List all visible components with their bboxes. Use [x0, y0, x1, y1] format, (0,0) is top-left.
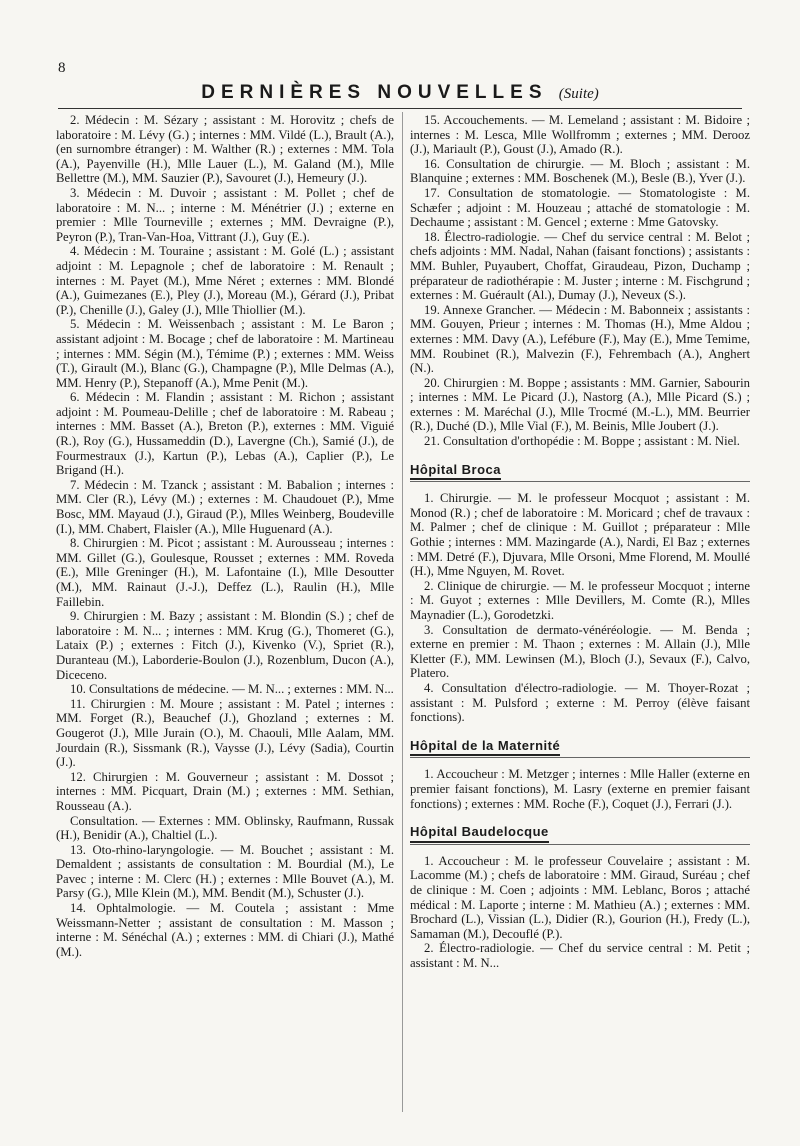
paragraph: 11. Chirurgien : M. Moure ; assistant : M. Patel ; internes : MM. Forget (R.), Beauchef (J.), Ghozland ; externes : M. Gougerot (J.), Mlle Jurain (O.), M. Chaouli, Mlle Aalam, MM. Jourdain (R.), Sissmank (R.), Vaysse (J.), Lévy (Sadia), Courtin (J.).	[56, 696, 394, 770]
column-divider	[402, 112, 403, 1112]
paragraph: 4. Consultation d'électro-radiologie. — M. Thoyer-Rozat ; assistant : M. Pulsford ; externe : M. Perroy (élève faisant fonctions).	[410, 680, 750, 725]
paragraph: 20. Chirurgien : M. Boppe ; assistants : MM. Garnier, Sabourin ; internes : MM. Le Picard (J.), Nastorg (A.), Mlle Picard (S.) ; externes : M. Maréchal (J.), Mlle Trocmé (M.-L.), MM. Beurrier (R.), Duché (D.), Mlle Vial (F.), M. Beinis, Mlle Joubert (J.).	[410, 375, 750, 434]
section-heading: Hôpital Baudelocque	[410, 825, 549, 843]
paragraph: 2. Médecin : M. Sézary ; assistant : M. Horovitz ; chefs de laboratoire : M. Lévy (G.) ; internes : MM. Vildé (L.), Brault (A.), (en surnombre étranger) : M. Walther (R.) ; externes : MM. Tola (A.), Payenville (H.), Mlle Lauer (L.), M. Galand (M.), Mlle Bellettre (M.), MM. Sauzier (P.), Savouret (J.), Hemeury (J.).	[56, 113, 394, 186]
paragraph: 2. Électro-radiologie. — Chef du service central : M. Petit ; assistant : M. N...	[410, 941, 750, 970]
section-heading: Hôpital de la Maternité	[410, 739, 560, 757]
paragraph: 1. Accoucheur : M. le professeur Couvelaire ; assistant : M. Lacomme (M.) ; chefs de laboratoire : MM. Giraud, Suréau ; chef de clinique : M. Coen ; adjoints : MM. Leblanc, Boros ; attaché médical : M. Laporte ; interne : M. Mathieu (A.) ; externes : MM. Brochard (L.), Vissian (L.), Didier (R.), Gourion (H.), Fredy (L.), Samaman (M.), Decouflé (P.).	[410, 853, 750, 941]
paragraph: 19. Annexe Grancher. — Médecin : M. Babonneix ; assistants : MM. Gouyen, Prieur ; internes : M. Thomas (H.), Mme Aldou ; externes : MM. Davy (A.), Lefébure (F.), May (E.), Mme Temime, MM. Roubinet (R.), Malvezin (F.), Fehrembach (A.), Anghert (N.).	[410, 302, 750, 376]
left-column	[56, 113, 394, 959]
paragraph: 14. Ophtalmologie. — M. Coutela ; assistant : Mme Weissmann-Netter ; assistant de consultation : M. Masson ; interne : M. Sénéchal (A.) ; externes : MM. di Chiari (J.), Mathé (M.).	[56, 901, 394, 959]
page-number: 8	[58, 60, 66, 76]
paragraph: 18. Électro-radiologie. — Chef du service central : M. Belot ; chefs adjoints : MM. Nadal, Nahan (faisant fonctions) ; assistants : MM. Buhler, Puyaubert, Choffat, Giraudeau, Pizon, Duchamp ; préparateur de radiothérapie : M. Juster ; interne : M. Fischgrund ; externes : M. Guérault (Al.), Dumay (J.), Neveux (S.).	[410, 229, 750, 303]
paragraph: 1. Accoucheur : M. Metzger ; internes : Mlle Haller (externe en premier faisant fonctions), M. Lasry (externe en premier faisant fonctions) ; externes : MM. Roche (F.), Coquet (J.), Ferrari (J.).	[410, 767, 750, 811]
paragraph: 21. Consultation d'orthopédie : M. Boppe ; assistant : M. Niel.	[424, 434, 740, 449]
running-title	[0, 82, 800, 104]
paragraph: 15. Accouchements. — M. Lemeland ; assistant : M. Bidoire ; internes : M. Lesca, Mlle Wollfromm ; externes ; MM. Derooz (J.), Mariault (P.), Goust (J.), Amado (R.).	[410, 113, 750, 157]
section-hopital-broca	[410, 449, 750, 725]
paragraph: 3. Médecin : M. Duvoir ; assistant : M. Pollet ; chef de laboratoire : M. N... ; interne : M. Ménétrier (J.) ; externe en premier : Mlle Tourneville ; externes ; MM. Devraigne (P.), Peyron (P.), Tran-Van-Hoa, Vittrant (J.), Guy (E.).	[56, 185, 394, 244]
paragraph: 10. Consultations de médecine. — M. N... ; externes : MM. N...	[70, 682, 394, 697]
right-column	[410, 113, 750, 970]
paragraph: 2. Clinique de chirurgie. — M. le professeur Mocquot ; interne : M. Guyot ; externes : Mlle Devillers, M. Comte (R.), Mlles Maynadier (L.), Gorodetzki.	[410, 578, 750, 622]
paragraph: 9. Chirurgien : M. Bazy ; assistant : M. Blondin (S.) ; chef de laboratoire : M. N... ; internes : MM. Krug (G.), Thomeret (G.), Lataix (P.) ; externes : Fitch (J.), Kivenko (V.), Spriet (R.), Duranteau (M.), Laborderie-Boulon (J.), Rozenblum, Ducon (A.), Diceceno.	[56, 609, 394, 682]
section-rule	[410, 757, 750, 758]
paragraph: 5. Médecin : M. Weissenbach ; assistant : M. Le Baron ; assistant adjoint : M. Bocage ; chef de laboratoire : M. Martineau ; internes : MM. Ségin (M.), Témime (P.) ; externes : MM. Weiss (T.), Girault (M.), Blanc (G.), Champagne (P.), Mlle Delmas (A.), MM. Henry (P.), Stepanoff (A.), Mme Penit (M.).	[56, 317, 394, 390]
paragraph: 1. Chirurgie. — M. le professeur Mocquot ; assistant : M. Monod (R.) ; chef de laboratoire : M. Moricard ; chef de travaux : M. Palmer ; chef de clinique : M. Guillot ; préparateur : Mlle Gothie ; internes : MM. Mazingarde (A.), Nardi, El Baz ; externes : MM. Detré (F.), Djuvara, Mlle Orsoni, Mme Florend, M. Moullé (H.), Mme Nguyen, M. Rovet.	[410, 491, 750, 579]
paragraph: 13. Oto-rhino-laryngologie. — M. Bouchet ; assistant : M. Demaldent ; assistants de consultation : M. Bourdial (M.), Le Pavec ; interne : M. Clerc (H.) ; externes : Mlle Bouvet (A.), M. Parsy (G.), Mlle Klein (M.), MM. Bendit (M.), Schuster (J.).	[56, 842, 394, 901]
paragraph: 3. Consultation de dermato-vénéréologie. — M. Benda ; externe en premier : M. Thaon ; externes : M. Allain (J.), Mlle Kletter (F.), MM. Lewinsen (M.), Bloch (J.), Sevaux (F.), Calvo, Platero.	[410, 622, 750, 681]
paragraph: 7. Médecin : M. Tzanck ; assistant : M. Babalion ; internes : MM. Cler (R.), Lévy (M.) ; externes : M. Chaudouet (P.), Mme Bosc, MM. Mayaud (J.), Giraud (P.), Mlles Weinberg, Boudeville (I.), MM. Chabert, Flaisler (A.), Mlle Huguenard (A.).	[56, 477, 394, 536]
paragraph: 8. Chirurgien : M. Picot ; assistant : M. Aurousseau ; internes : MM. Gillet (G.), Goulesque, Rousset ; externes : MM. Roveda (E.), Mlle Greninger (H.), M. Lafontaine (I.), Mlle Desoutter (M.), MM. Rainaut (J.-J.), Deffez (L.), Raulin (H.), Mlle Faillebin.	[56, 536, 394, 609]
section-heading: Hôpital Broca	[410, 463, 501, 481]
paragraph: 6. Médecin : M. Flandin ; assistant : M. Richon ; assistant adjoint : M. Poumeau-Delille ; chef de laboratoire : M. Rabeau ; internes : MM. Basset (A.), Breton (P.), externes : MM. Viguié (R.), Roy (G.), Hussameddin (D.), Lavergne (Ch.), Samié (J.), de Fourmestraux (J.), Kartun (P.), Lebas (A.), Caplier (P.), Le Brigand (H.).	[56, 390, 394, 478]
section-rule	[410, 481, 750, 482]
section-hopital-maternite	[410, 725, 750, 811]
title-suffix: (Suite)	[558, 86, 599, 102]
paragraph: 16. Consultation de chirurgie. — M. Bloch ; assistant : M. Blanquine ; externes : MM. Boschenek (M.), Besle (B.), Yver (J.).	[410, 156, 750, 186]
section-rule	[410, 844, 750, 845]
title-rule	[58, 108, 742, 109]
paragraph: 4. Médecin : M. Touraine ; assistant : M. Golé (L.) ; assistant adjoint : M. Lepagnole ; chef de laboratoire : M. Renault ; internes : M. Payet (M.), Mme Néret ; externes : MM. Blondé (A.), Guimezanes (E.), Pley (J.), Moreau (M.), Gérard (J.), Pribat (P.), Chenille (J.), Galey (J.), Mlle Thiollier (M.).	[56, 244, 394, 317]
title-text: DERNIÈRES NOUVELLES	[201, 82, 548, 103]
paragraph: 12. Chirurgien : M. Gouverneur ; assistant : M. Dossot ; internes : MM. Picquart, Drain (M.) ; externes : MM. Sethian, Rousseau (A.).	[56, 769, 394, 813]
paragraph: 17. Consultation de stomatologie. — Stomatologiste : M. Schæfer ; adjoint : M. Houzeau ; attaché de stomatologie : M. Dechaume ; assistant : M. Gencel ; externe : Mme Gatovsky.	[410, 185, 750, 230]
paragraph: Consultation. — Externes : MM. Oblinsky, Raufmann, Russak (H.), Benidir (A.), Chaltiel (L.).	[56, 813, 394, 843]
section-hopital-baudelocque	[410, 811, 750, 970]
